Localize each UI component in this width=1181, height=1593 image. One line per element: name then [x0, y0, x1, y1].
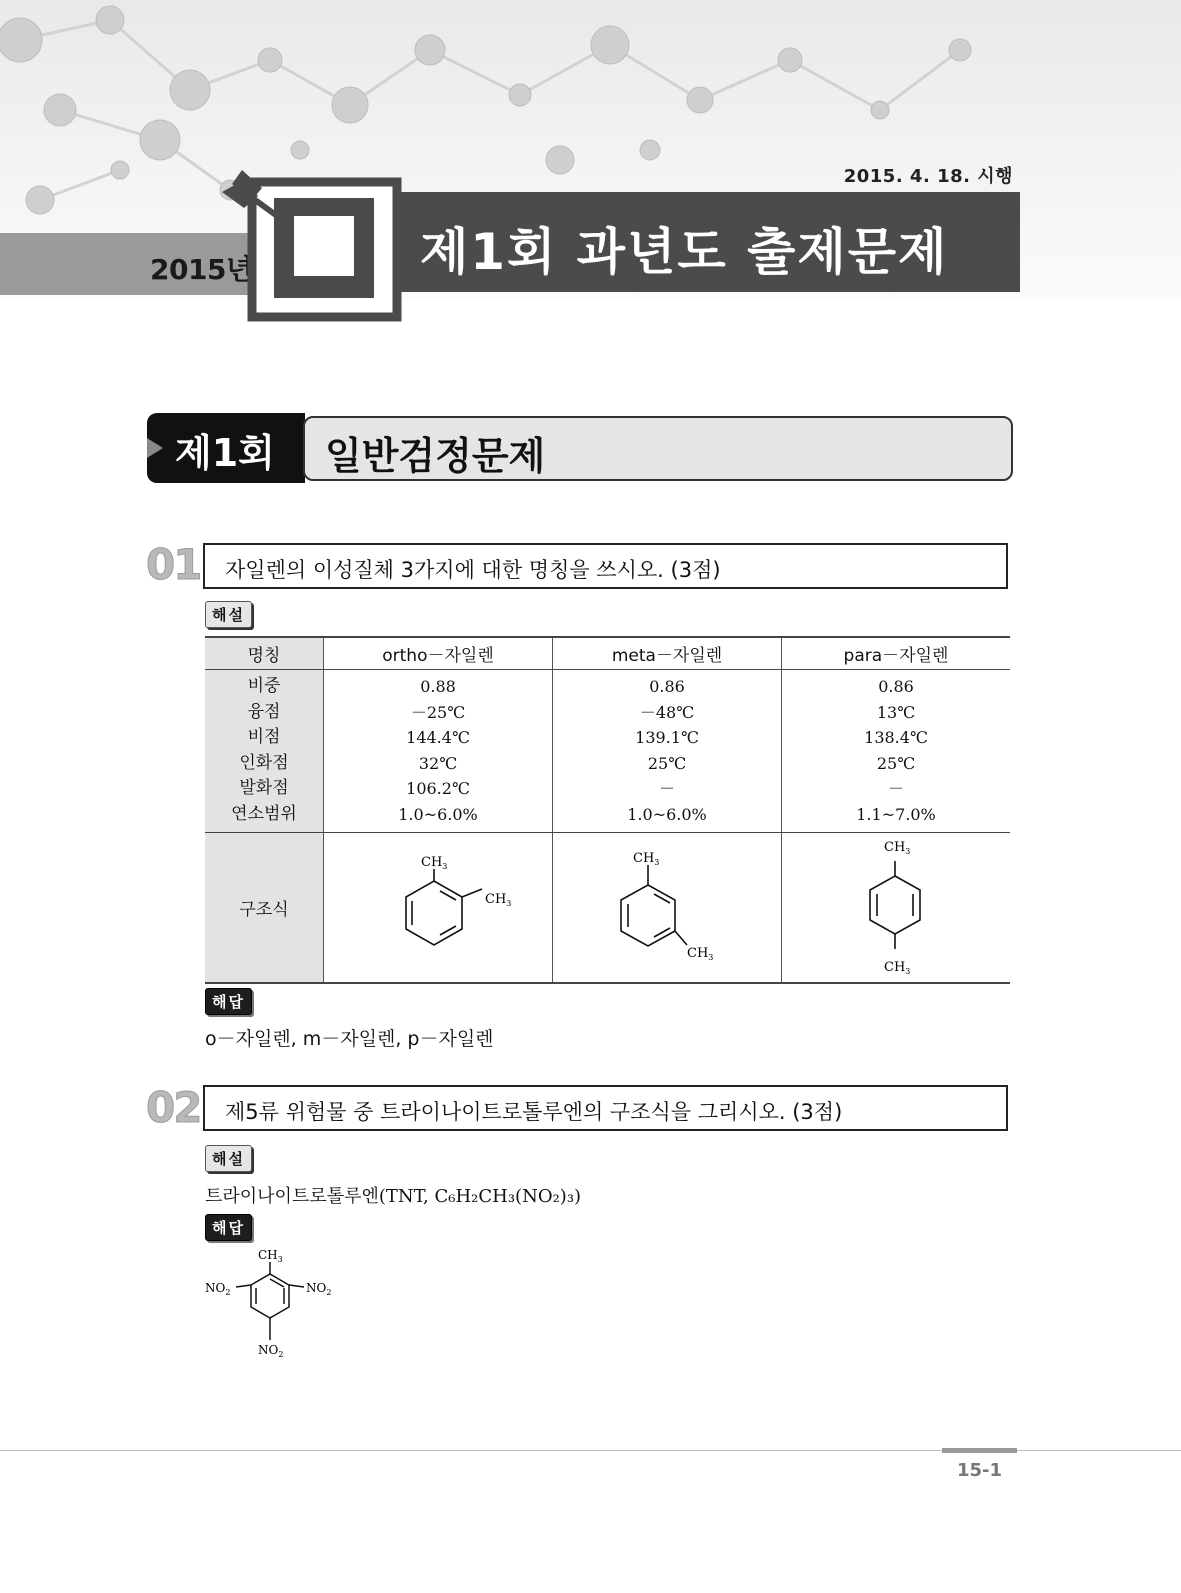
table-header-cell: meta－자일렌	[553, 637, 782, 670]
svg-text:CH3	[884, 840, 910, 856]
ch3-label: CH	[687, 945, 709, 961]
question-box: 제5류 위험물 중 트라이나이트로톨루엔의 구조식을 그리시오. (3점)	[203, 1085, 1008, 1131]
explanation-text: 트라이나이트로톨루엔(TNT, C₆H₂CH₃(NO₂)₃)	[205, 1186, 582, 1207]
answer-text: o－자일렌, m－자일렌, p－자일렌	[205, 1028, 494, 1050]
table-cell: －48℃	[639, 702, 695, 722]
table-cell: －	[887, 779, 904, 799]
ch3-subscript: 3	[654, 857, 660, 867]
table-cell: 139.1℃	[635, 728, 699, 748]
table-row	[205, 670, 1010, 833]
ch3-subscript: 3	[905, 846, 911, 856]
section-title: 일반검정문제	[325, 434, 546, 478]
table-cell: 106.2℃	[406, 779, 470, 799]
table-cell: －25℃	[410, 702, 466, 722]
target-emblem-icon	[222, 170, 412, 325]
meta-xylene-structure	[553, 833, 781, 977]
no2-subscript: 2	[225, 1288, 231, 1297]
table-cell: 1.0~6.0%	[398, 804, 478, 824]
table-cell: 144.4℃	[406, 728, 470, 748]
question-box: 자일렌의 이성질체 3가지에 대한 명칭을 쓰시오. (3점)	[203, 543, 1008, 589]
row-label: 연소범위	[231, 803, 297, 824]
structure-label: 구조식	[205, 832, 324, 983]
ch3-subscript: 3	[708, 952, 714, 962]
svg-text:NO2	[306, 1281, 331, 1297]
para-structure-cell	[782, 832, 1011, 983]
section-arrow-icon	[147, 438, 163, 458]
ortho-values	[324, 670, 553, 833]
ch3-subscript: 3	[506, 898, 512, 908]
ch3-label: CH	[258, 1248, 278, 1262]
ch3-subscript: 3	[442, 861, 448, 871]
ch3-label: CH	[421, 854, 443, 870]
svg-text:NO2	[205, 1281, 230, 1297]
table-cell: 0.86	[649, 677, 685, 696]
exam-date: 2015. 4. 18. 시행	[843, 166, 1013, 187]
explanation-tag: 해설	[205, 1145, 252, 1172]
table-cell: 1.0~6.0%	[627, 804, 707, 824]
svg-text:CH3	[687, 946, 713, 962]
footer-accent-bar	[942, 1448, 1017, 1453]
row-label: 발화점	[239, 778, 289, 799]
no2-label: NO	[306, 1281, 327, 1295]
table-cell: 0.86	[878, 677, 914, 696]
xylene-table	[205, 636, 1010, 984]
question-number: 01	[146, 540, 201, 589]
exam-year: 2015년	[150, 253, 253, 286]
page-number: 15-1	[957, 1460, 1003, 1481]
ch3-label: CH	[485, 891, 507, 907]
row-label: 융점	[247, 701, 281, 722]
svg-text:CH3	[633, 851, 659, 867]
no2-subscript: 2	[326, 1288, 332, 1297]
table-header-cell: 명칭	[205, 637, 324, 670]
property-labels	[205, 670, 324, 833]
meta-values	[553, 670, 782, 833]
no2-subscript: 2	[278, 1350, 284, 1359]
ch3-label: CH	[633, 850, 655, 866]
table-cell: 25℃	[876, 753, 916, 773]
ch3-label: CH	[884, 839, 906, 855]
ch3-subscript: 3	[905, 966, 911, 976]
page-title: 제1회 과년도 출제문제	[420, 223, 949, 281]
svg-text:CH3	[884, 960, 910, 976]
row-label: 비점	[247, 727, 281, 748]
tnt-structure	[200, 1242, 350, 1367]
svg-text:NO2	[258, 1343, 283, 1359]
table-header-cell: para－자일렌	[782, 637, 1011, 670]
table-cell: 138.4℃	[864, 728, 928, 748]
ch3-subscript: 3	[277, 1255, 283, 1264]
no2-label: NO	[258, 1343, 279, 1357]
table-header-cell: ortho－자일렌	[324, 637, 553, 670]
structure-row	[205, 832, 1010, 983]
table-cell: 32℃	[418, 753, 458, 773]
ortho-xylene-structure	[324, 833, 552, 977]
svg-text:CH3	[421, 855, 447, 871]
table-cell: 1.1~7.0%	[856, 804, 936, 824]
table-cell: 13℃	[876, 702, 916, 722]
table-header-row	[205, 637, 1010, 670]
para-xylene-structure	[782, 833, 1010, 977]
table-cell: 0.88	[420, 677, 456, 696]
answer-tag: 해답	[205, 1214, 252, 1241]
question-number: 02	[146, 1083, 201, 1132]
svg-text:CH3	[258, 1248, 283, 1264]
explanation-tag: 해설	[205, 601, 252, 628]
row-label: 인화점	[239, 752, 289, 773]
ortho-structure-cell	[324, 832, 553, 983]
section-number: 제1회	[175, 431, 275, 475]
row-label: 비중	[247, 676, 281, 696]
answer-tag: 해답	[205, 988, 252, 1015]
table-cell: －	[658, 779, 675, 799]
no2-label: NO	[205, 1281, 226, 1295]
ch3-label: CH	[884, 959, 906, 975]
table-cell: 25℃	[647, 753, 687, 773]
para-values	[782, 670, 1011, 833]
meta-structure-cell	[553, 832, 782, 983]
svg-text:CH3	[485, 892, 511, 908]
